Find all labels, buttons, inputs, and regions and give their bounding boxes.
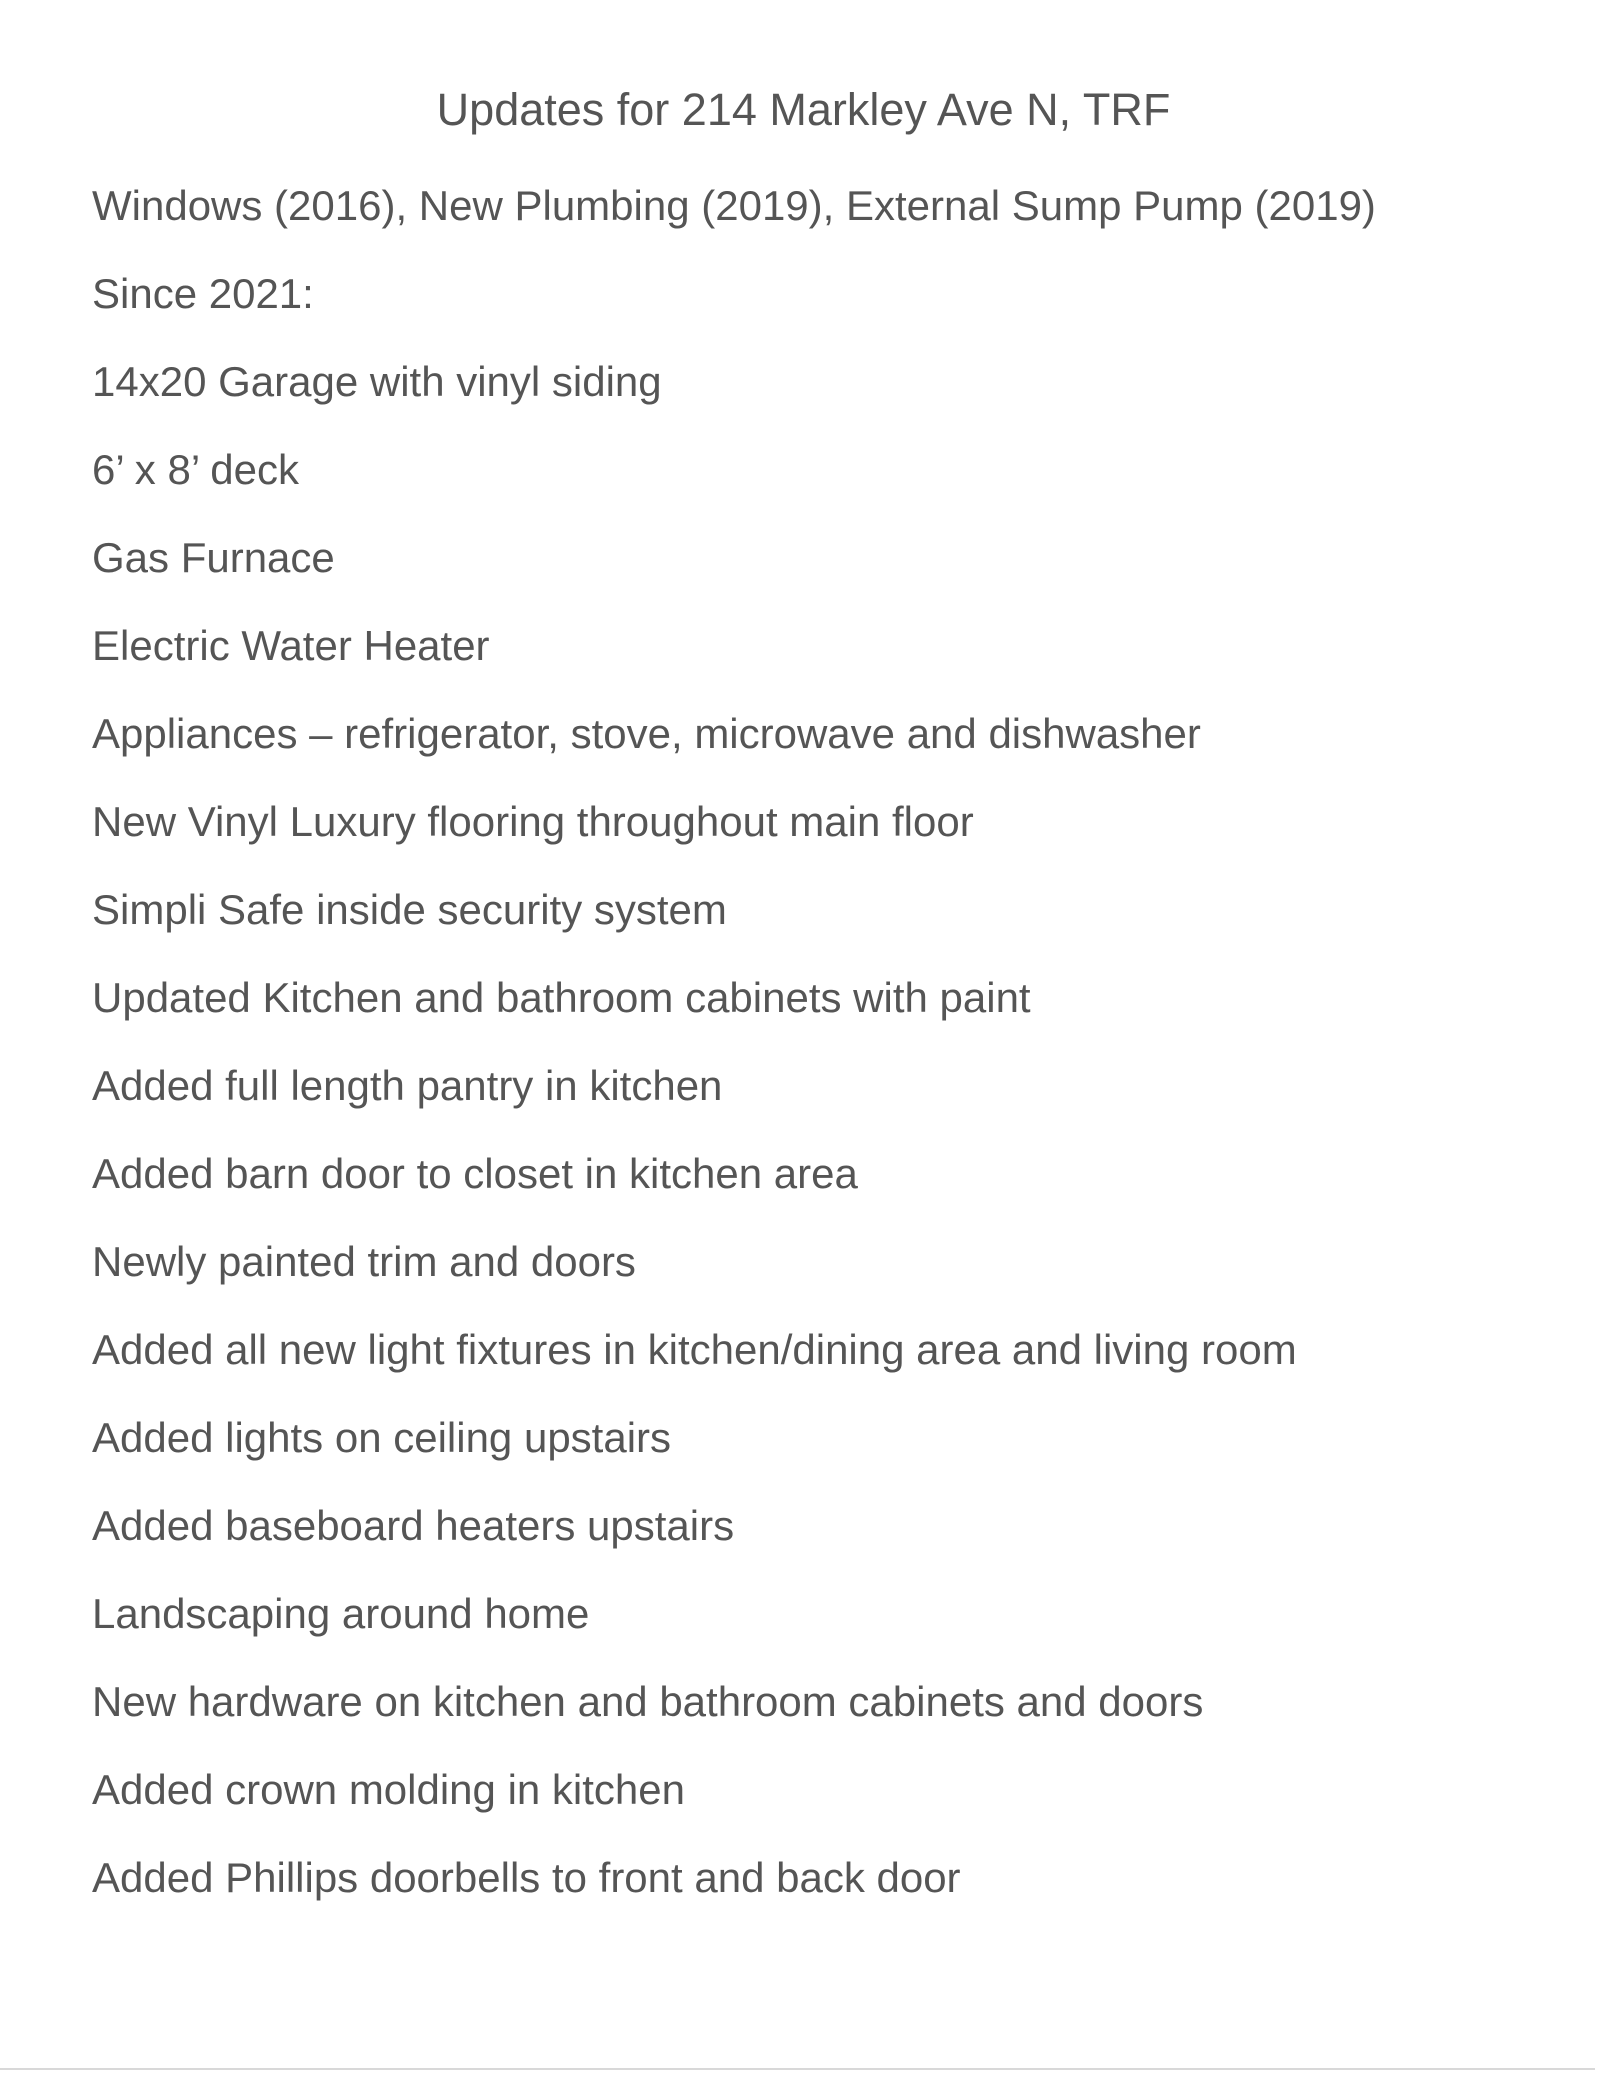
update-line-barn-door: Added barn door to closet in kitchen area [92, 1150, 858, 1197]
update-line-deck: 6’ x 8’ deck [92, 446, 299, 493]
since-2021-heading: Since 2021: [92, 270, 314, 317]
update-line-flooring: New Vinyl Luxury flooring throughout main floor [92, 798, 974, 845]
update-line-windows-plumbing: Windows (2016), New Plumbing (2019), External Sump Pump (2019) [92, 182, 1376, 229]
update-line-garage: 14x20 Garage with vinyl siding [92, 358, 662, 405]
update-line-furnace: Gas Furnace [92, 534, 335, 581]
update-line-water-heater: Electric Water Heater [92, 622, 490, 669]
update-line-doorbells: Added Phillips doorbells to front and back door [92, 1854, 961, 1901]
update-line-security: Simpli Safe inside security system [92, 886, 727, 933]
page-title: Updates for 214 Markley Ave N, TRF [436, 84, 1171, 135]
update-line-landscaping: Landscaping around home [92, 1590, 590, 1637]
update-line-baseboard-heaters: Added baseboard heaters upstairs [92, 1502, 735, 1549]
update-line-appliances: Appliances – refrigerator, stove, microwave and dishwasher [92, 710, 1201, 757]
update-line-pantry: Added full length pantry in kitchen [92, 1062, 723, 1109]
bottom-divider [0, 2068, 1595, 2070]
update-line-trim-doors: Newly painted trim and doors [92, 1238, 636, 1285]
updates-list [92, 178, 1572, 1938]
update-line-cabinets-paint: Updated Kitchen and bathroom cabinets with paint [92, 974, 1031, 1021]
update-line-light-fixtures: Added all new light fixtures in kitchen/dining area and living room [92, 1326, 1297, 1373]
update-line-crown-molding: Added crown molding in kitchen [92, 1766, 686, 1813]
update-line-ceiling-lights: Added lights on ceiling upstairs [92, 1414, 672, 1461]
update-line-hardware: New hardware on kitchen and bathroom cabinets and doors [92, 1678, 1204, 1725]
